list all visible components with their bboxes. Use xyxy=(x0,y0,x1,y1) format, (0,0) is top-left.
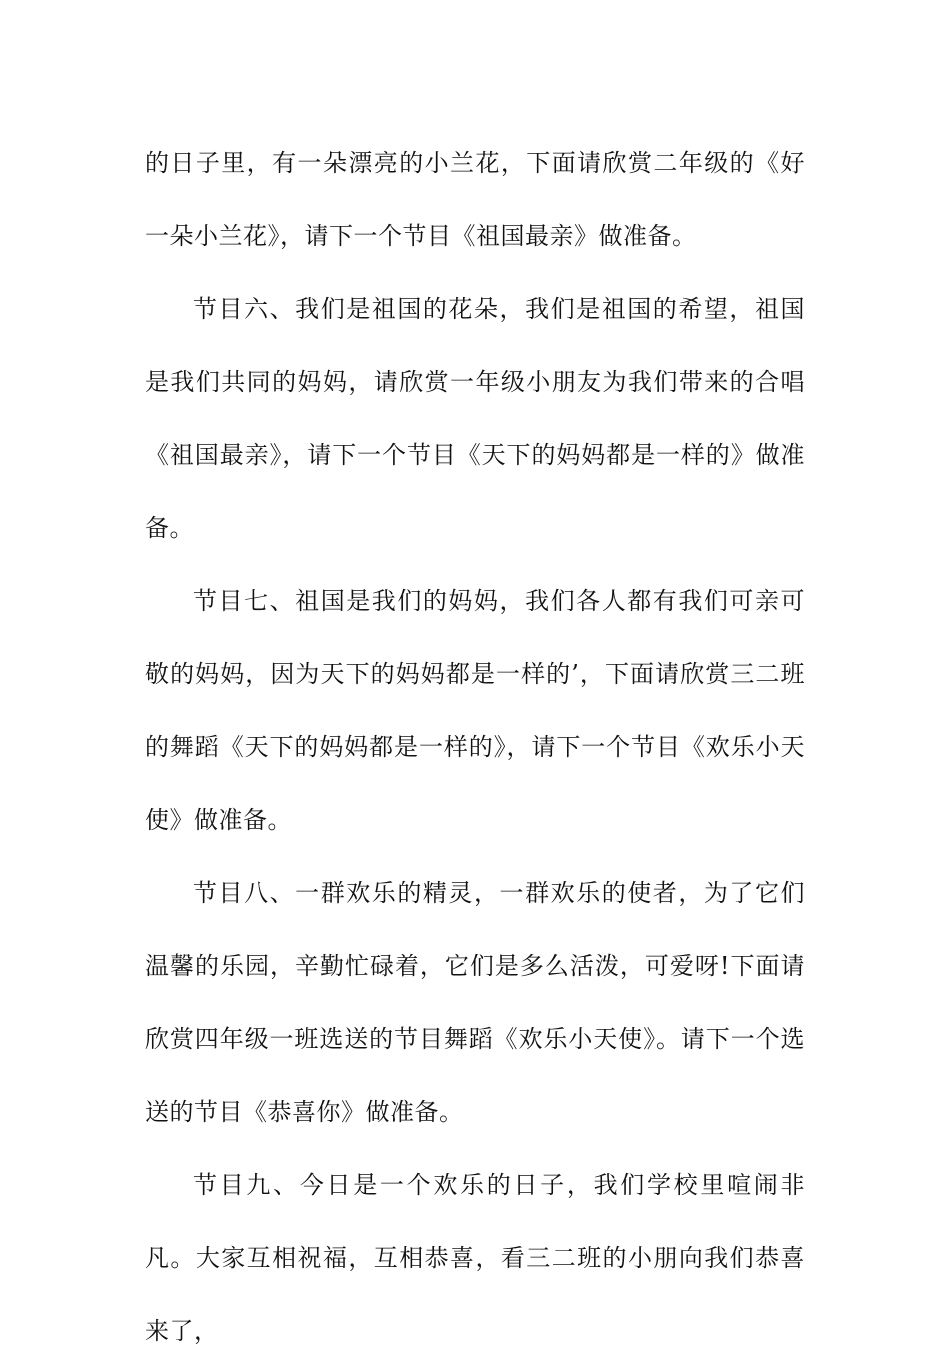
paragraph-program-seven: 节目七、祖国是我们的妈妈，我们各人都有我们可亲可敬的妈妈，因为天下的妈妈都是一样的’，下面请欣赏三二班的舞蹈《天下的妈妈都是一样的》，请下一个节目《欢乐小天使》做准备。 xyxy=(145,587,805,834)
paragraph-program-nine: 节目九、今日是一个欢乐的日子，我们学校里喧闹非凡。大家互相祝福，互相恭喜，看三二班的小朋向我们恭喜来了， xyxy=(145,1171,805,1345)
paragraph-program-six: 节目六、我们是祖国的花朵，我们是祖国的希望，祖国是我们共同的妈妈，请欣赏一年级小朋友为我们带来的合唱《祖国最亲》，请下一个节目《天下的妈妈都是一样的》做准备。 xyxy=(145,295,805,542)
paragraph-program-eight: 节目八、一群欢乐的精灵，一群欢乐的使者，为了它们温馨的乐园，辛勤忙碌着，它们是多么活泼，可爱呀!下面请欣赏四年级一班选送的节目舞蹈《欢乐小天使》。请下一个选送的节目《恭喜你》做准备。 xyxy=(145,879,805,1126)
document-body xyxy=(145,127,805,1368)
paragraph-continuation: 的日子里，有一朵漂亮的小兰花，下面请欣赏二年级的《好一朵小兰花》，请下一个节目《祖国最亲》做准备。 xyxy=(145,149,805,250)
